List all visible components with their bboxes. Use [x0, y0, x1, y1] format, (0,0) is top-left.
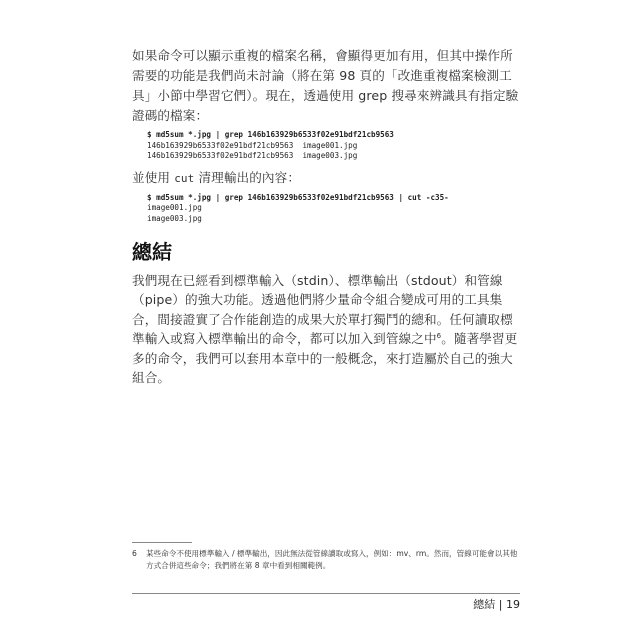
footer-separator: | — [498, 598, 503, 611]
code-output-line: 146b163929b6533f02e91bdf21cb9563 image001.jpg — [147, 140, 358, 150]
page-bottom — [132, 542, 520, 612]
code-command: $ md5sum *.jpg | grep 146b163929b6533f02e91bdf21cb9563 | cut -c35- — [147, 192, 449, 202]
footer-divider — [132, 593, 520, 594]
footnote-number: 6 — [132, 549, 137, 558]
code-output-line: 146b163929b6533f02e91bdf21cb9563 image003.jpg — [147, 151, 358, 161]
footnote-ref[interactable]: 6 — [436, 331, 442, 340]
code-output-line: image003.jpg — [147, 213, 202, 223]
code-output-line: image001.jpg — [147, 203, 202, 213]
cut-intro-paragraph — [132, 168, 520, 189]
page-content — [132, 46, 520, 388]
footnote-divider — [132, 542, 192, 543]
footnote-text: 某些命令不使用標準輸入 / 標準輸出，因此無法從管線讀取或寫入，例如：mv、rm。然而，管線可能會以其他方式合併這些命令；我們將在第 8 章中看到相關範例。 — [146, 549, 518, 570]
summary-paragraph — [132, 271, 520, 388]
inline-code: cut — [174, 171, 195, 185]
intro-paragraph: 如果命令可以顯示重複的檔案名稱，會顯得更加有用，但其中操作所需要的功能是我們尚未討論（將在第 98 頁的「改進重複檔案檢測工具」小節中學習它們）。現在，透過使用 grep 搜尋來辨識具有指定驗證碼的檔案： — [132, 48, 519, 123]
text: 我們現在已經看到標準輸入（stdin）、標準輸出（stdout）和管線（pipe）的強大功能。透過他們將少量命令組合變成可用的工具集合，間接證實了合作能創造的成果大於單打獨鬥的總和。任何讀取標準輸入或寫入標準輸出的命令，都可以加入到管線之中 — [132, 272, 513, 347]
footer-chapter: 總結 — [473, 598, 496, 611]
text: 並使用 — [132, 169, 175, 185]
page-footer — [132, 598, 520, 612]
code-block-cut — [147, 193, 520, 225]
page-number: 19 — [506, 598, 520, 611]
section-heading: 總結 — [132, 239, 172, 264]
footnote — [132, 548, 520, 572]
code-command: $ md5sum *.jpg | grep 146b163929b6533f02e91bdf21cb9563 — [147, 130, 394, 139]
text: 。隨著學習更多的命令，我們可以套用本章中的一般概念，來打造屬於自己的強大組合。 — [132, 331, 518, 386]
text: 清理輸出的內容： — [194, 169, 301, 185]
code-block-grep — [147, 130, 520, 162]
